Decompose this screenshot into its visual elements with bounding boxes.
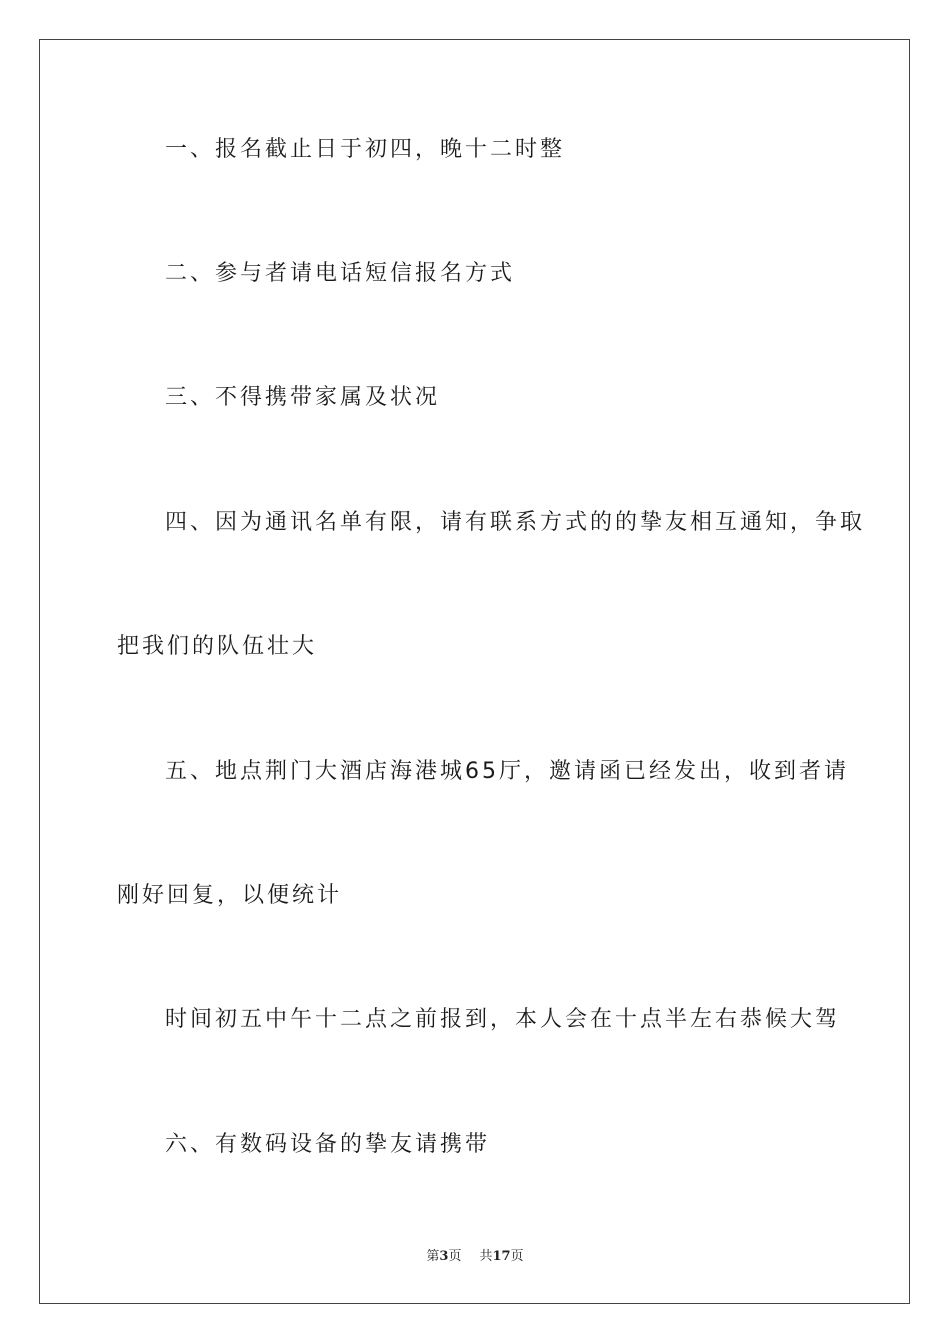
page-border xyxy=(39,39,910,1304)
footer-page-prefix: 第 xyxy=(426,1249,440,1264)
page-footer xyxy=(0,1249,950,1265)
paragraph-4-line-2: 把我们的队伍壮大 xyxy=(117,634,318,659)
paragraph-7: 六、有数码设备的挚友请携带 xyxy=(165,1132,491,1157)
paragraph-6: 时间初五中午十二点之前报到，本人会在十点半左右恭候大驾 xyxy=(165,1007,841,1032)
footer-total-pages: 17 xyxy=(492,1249,511,1264)
footer-total-prefix: 共 xyxy=(479,1249,493,1264)
footer-total-suffix: 页 xyxy=(510,1249,524,1264)
paragraph-3: 三、不得携带家属及状况 xyxy=(165,385,441,410)
footer-page-suffix: 页 xyxy=(448,1249,462,1264)
footer-page-number: 3 xyxy=(439,1249,449,1264)
paragraph-5-line-1: 五、地点荆门大酒店海港城65厅，邀请函已经发出，收到者请 xyxy=(165,759,849,784)
paragraph-4-line-1: 四、因为通讯名单有限，请有联系方式的的挚友相互通知，争取 xyxy=(165,510,866,535)
paragraph-2: 二、参与者请电话短信报名方式 xyxy=(165,261,516,286)
paragraph-1: 一、报名截止日于初四，晚十二时整 xyxy=(165,137,566,162)
paragraph-5-line-2: 刚好回复，以便统计 xyxy=(117,883,343,908)
